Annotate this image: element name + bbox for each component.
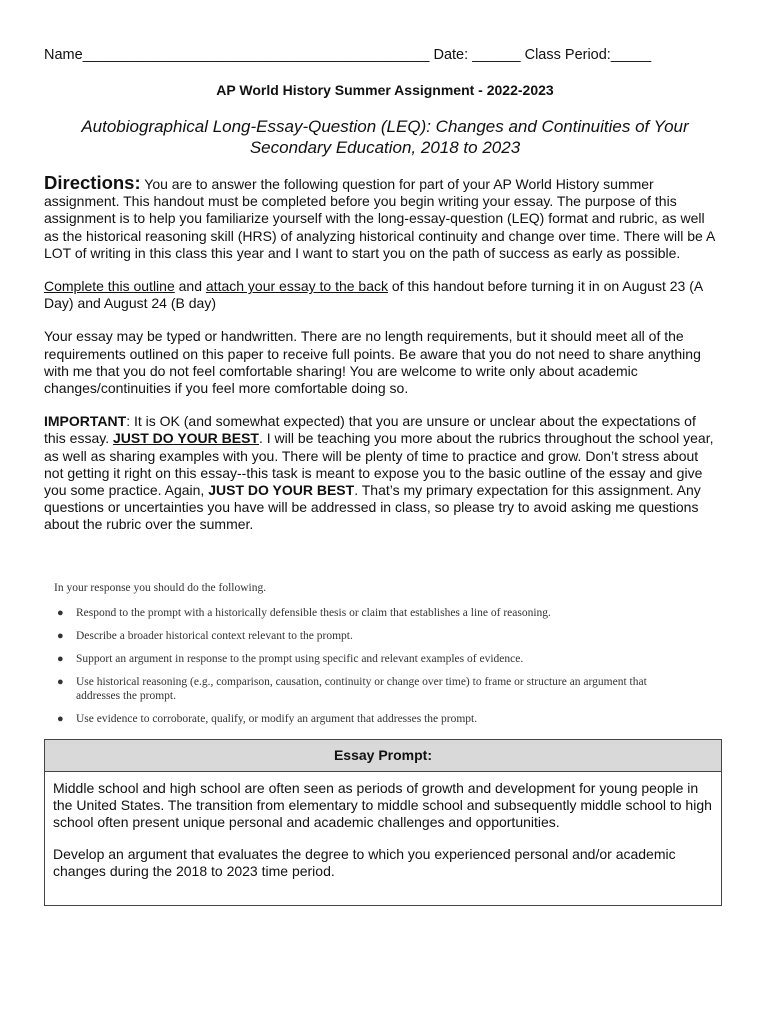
rubric-item-text: Use evidence to corroborate, qualify, or modify an argument that addresses the prompt.	[76, 713, 478, 725]
rubric-intro: In your response you should do the following.	[54, 582, 267, 594]
attach-essay-text: attach your essay to the back	[205, 278, 388, 295]
assignment-title: AP World History Summer Assignment - 2022-2023	[216, 82, 554, 98]
rubric-list	[52, 606, 672, 726]
rubric-item	[52, 606, 672, 620]
due-date-text: of this handout before turning it in on August 23 (A Day) and August 24 (B day)	[44, 278, 703, 312]
class-period-blank: _____	[610, 47, 652, 63]
rubric-item-text: Support an argument in response to the prompt using specific and relevant examples of evidence.	[76, 653, 524, 665]
bullet-icon: ●	[57, 630, 64, 642]
complete-outline-text: Complete this outline	[44, 278, 175, 295]
class-period-label: Class Period:	[524, 47, 611, 63]
date-label: Date:	[433, 47, 469, 63]
important-text-2: . I will be teaching you more about the rubrics throughout the school year, as well as sharing examples with you. There will be plenty of time to practice and grow. Don’t stress about not getting it right on this essay--this task is meant to expose you to the basic outline of the essay and give you some practice. Again,	[44, 430, 714, 499]
directions-heading: Directions:	[44, 172, 141, 193]
essay-prompt-paragraph-1: Middle school and high school are often seen as periods of growth and development for young people in the United States. The transition from elementary to middle school and subsequently middle school to high school often present unique personal and academic challenges and opportunities.	[53, 780, 712, 831]
subtitle-line-2: Secondary Education, 2018 to 2023	[249, 138, 521, 157]
name-label: Name	[44, 47, 83, 63]
rubric-item-text: Describe a broader historical context relevant to the prompt.	[76, 630, 353, 642]
instructions-body	[44, 174, 720, 550]
bullet-icon: ●	[57, 676, 64, 688]
essay-prompt-box	[44, 739, 722, 906]
directions-text: You are to answer the following question for part of your AP World History summer assignment. This handout must be completed before you begin writing your essay. The purpose of this assignment is to help you familiarize yourself with the long-essay-question (LEQ) format and rubric, as well as the historical reasoning skill (HRS) of analyzing historical continuity and change over time. There will be A LOT of writing in this class this year and I want to start you on the path of success as early as possible.	[44, 176, 715, 261]
student-info-line	[44, 47, 724, 63]
rubric-excerpt	[52, 582, 672, 735]
date-blank: ______	[472, 47, 521, 63]
important-text-1: : It is OK (and somewhat expected) that you are unsure or unclear about the expectations of this essay.	[44, 413, 696, 447]
directions-paragraph	[44, 174, 720, 262]
complete-paragraph	[44, 278, 720, 312]
essay-prompt-body	[45, 772, 721, 880]
important-label: IMPORTANT	[44, 413, 127, 430]
rubric-item-text: Respond to the prompt with a historically defensible thesis or claim that establishes a line of reasoning.	[76, 607, 551, 619]
rubric-item	[52, 629, 672, 643]
bullet-icon: ●	[57, 713, 64, 725]
subtitle-line-1: Autobiographical Long-Essay-Question (LEQ): Changes and Continuities of Your	[81, 117, 689, 136]
assignment-subtitle	[40, 116, 730, 158]
typed-handwritten-paragraph: Your essay may be typed or handwritten. There are no length requirements, but it should meet all of the requirements outlined on this paper to receive full points. Be aware that you do not need to share anything with me that you do not feel comfortable sharing! You are welcome to write only about academic changes/continuities if you feel more comfortable doing so.	[44, 328, 701, 397]
name-blank: ___________________________________________	[82, 47, 430, 63]
complete-connector-text: and	[174, 278, 206, 295]
important-text-3: . That’s my primary expectation for this assignment. Any questions or uncertainties you have will be addressed in class, so please try to avoid asking me questions about the rubric over the summer.	[44, 482, 701, 533]
rubric-item	[52, 652, 672, 666]
important-paragraph	[44, 413, 720, 533]
just-do-your-best-1: JUST DO YOUR BEST	[113, 430, 259, 447]
rubric-item	[52, 675, 672, 703]
bullet-icon: ●	[57, 653, 64, 665]
essay-prompt-paragraph-2: Develop an argument that evaluates the degree to which you experienced personal and/or academic changes during the 2018 to 2023 time period.	[53, 845, 676, 879]
bullet-icon: ●	[57, 607, 64, 619]
rubric-item	[52, 712, 672, 726]
essay-prompt-heading: Essay Prompt:	[45, 740, 721, 772]
just-do-your-best-2: JUST DO YOUR BEST	[208, 482, 355, 499]
rubric-item-text: Use historical reasoning (e.g., comparison, causation, continuity or change over time) to frame or structure an argument that addresses the prompt.	[76, 676, 647, 702]
